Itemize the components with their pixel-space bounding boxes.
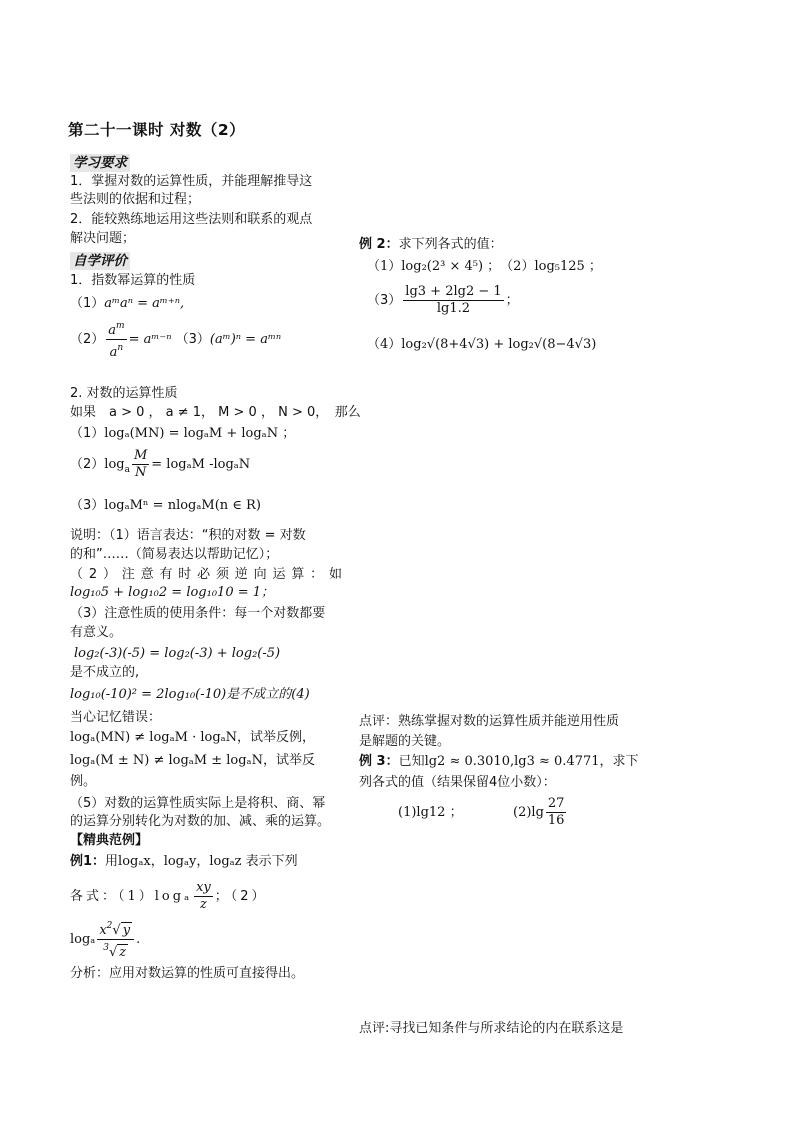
example2-p3-fraction [403,284,503,317]
example3-line2: 列各式的值（结果保留4位小数）： [359,775,556,790]
note4-example-2: logₐ(M ± N) ≠ logₐM ± logₐN，试举反 [70,753,315,768]
note4-line1: 当心记忆错误： [70,710,162,725]
item1-f3: (aᵐ)ⁿ = aᵐⁿ [209,332,282,347]
item1-heading: 1．指数幂运算的性质 [70,273,196,288]
req1-line1: 1．掌握对数的运算性质，并能理解推导这 [70,174,313,189]
example1-text: 用logₐx，logₐy，logₐz 表示下列 [105,854,298,869]
item1-formula-2 [70,318,281,361]
note3-example-1: log₂(-3)(-5) = log₂(-3) + log₂(-5) [74,646,281,661]
example3-problem-2 [513,796,568,829]
example2-problem-3 [367,284,519,317]
self-eval-heading: 自学评价 [70,252,130,270]
note3-example-1-tail: 是不成立的, [70,665,140,680]
x2-sqrt-y-over-cbrt-z-fraction: $\frac{x^2√ y}{^3√ z}$ [97,918,134,961]
example2-heading [359,236,503,254]
example1-log: logₐ [70,932,96,947]
example2-title: 求下列各式的值： [398,237,503,252]
requirements-heading: 学习要求 [70,154,130,172]
xy-over-z-fraction: $\frac{xy}{z}$ [196,880,211,912]
item1-f2-label: （2） [70,332,105,347]
example1-part2: ；（2） [214,889,268,904]
rule1-label: （1） [70,426,105,441]
req1-line2: 些法则的依据和过程； [70,192,201,207]
item2-condition: 如果 a > 0 ， a ≠ 1， M > 0 ， N > 0， 那么 [70,405,361,420]
example1-part1: 各式：（1）logₐ [70,889,193,904]
note5-line1: （5）对数的运算性质实际上是将积、商、幂 [70,796,326,811]
item1-formula-1 [70,295,184,313]
item1-f2-rhs: = aᵐ⁻ⁿ [128,332,172,347]
example1-analysis: 分析：应用对数运算的性质可直接得出。 [70,966,305,981]
note3-line1: （3）注意性质的使用条件：每一个对数都要 [70,606,326,621]
example2-prefix: 例 2： [359,237,399,252]
note3-example-2: log₁₀(-10)² = 2log₁₀(-10)是不成立的(4) [70,687,310,702]
example2-p3-denominator: lg1.2 [436,301,471,316]
rule2-label: （2） [70,457,105,472]
note1-line1: 说明：（1）语言表达：“积的对数 = 对数 [70,528,306,543]
example1-line2 [70,880,268,913]
note4-example-1: logₐ(MN) ≠ logₐM · logₐN，试举反例， [70,730,316,745]
comment2: 点评:寻找已知条件与所求结论的内在联系这是 [359,1021,624,1036]
example3-problem-1: (1)lg12 ； [398,805,463,820]
req2-line1: 2．能较熟练地运用这些法则和联系的观点 [70,212,313,227]
example1-line1 [70,853,298,871]
rule3-formula: logₐMⁿ = nlogₐM(n ∈ R) [104,498,261,513]
note5-line2: 的运算分别转化为对数的加、减、乘的运算。 [70,814,331,829]
rule-3 [70,497,261,515]
examples-heading: 【精典范例】 [70,833,149,848]
example2-problem-4: （4）log₂√(8+4√3) + log₂√(8−4√3) [367,337,597,352]
example3-p2-label: (2)lg [513,805,544,820]
example3-prefix: 例 3： [359,754,399,769]
item1-f1-label: （1） [70,296,105,311]
item1-f3-label: （3） [175,332,210,347]
am-over-an-fraction: $\frac{a^m}{a^n}$ [106,318,126,361]
example3-p2-fraction [546,796,567,829]
item2-heading: 2. 对数的运算性质 [70,386,178,401]
example3-p2-denominator: 16 [547,813,565,828]
example1-prefix: 例1： [70,854,106,869]
rule1-formula: logₐ(MN) = logₐM + logₐN ； [104,426,296,441]
m-over-n-fraction: $\frac{M}{N}$ [133,448,148,480]
rule-2: $(2)\log_a$ $\frac{M}{N}$ = logₐM -logₐN [70,448,251,480]
example3-p2-numerator: 27 [547,796,565,811]
note4-example-2-tail: 例。 [70,774,97,789]
example3-line1 [359,753,639,771]
rule2-rhs: = logₐM -logₐN [151,457,251,472]
rule-1 [70,425,295,443]
req2-line2: 解决问题； [70,231,136,246]
example3-text: 已知lg2 ≈ 0.3010,lg3 ≈ 0.4771，求下 [398,754,639,769]
note1-line2: 的和”……（简易表达以帮助记忆）； [70,547,279,562]
comment1-line2: 是解题的关键。 [359,734,451,749]
page-title: 第二十一课时 对数（2） [68,121,246,139]
note2-line1: （2）注意有时必须逆向运算：如 [70,567,342,582]
example2-problems-1-2: （1）log₂(2³ × 4⁵) ； （2）log₅125 ； [367,259,602,274]
example1-line3: logₐ $\frac{x^2√ y}{^3√ z}$ . [70,918,140,961]
note3-line2: 有意义。 [70,625,123,640]
note2-line2: log₁₀5 + log₁₀2 = log₁₀10 = 1； [70,585,275,600]
example2-p3-numerator: lg3 + 2lg2 − 1 [405,284,502,299]
example2-p3-label: （3） [367,293,402,308]
example2-p3-tail: ； [505,293,519,308]
comment1-line1: 点评：熟练掌握对数的运算性质并能逆用性质 [359,714,620,729]
item1-f1: aᵐaⁿ = aᵐ⁺ⁿ, [104,296,185,311]
rule3-label: （3） [70,498,105,513]
